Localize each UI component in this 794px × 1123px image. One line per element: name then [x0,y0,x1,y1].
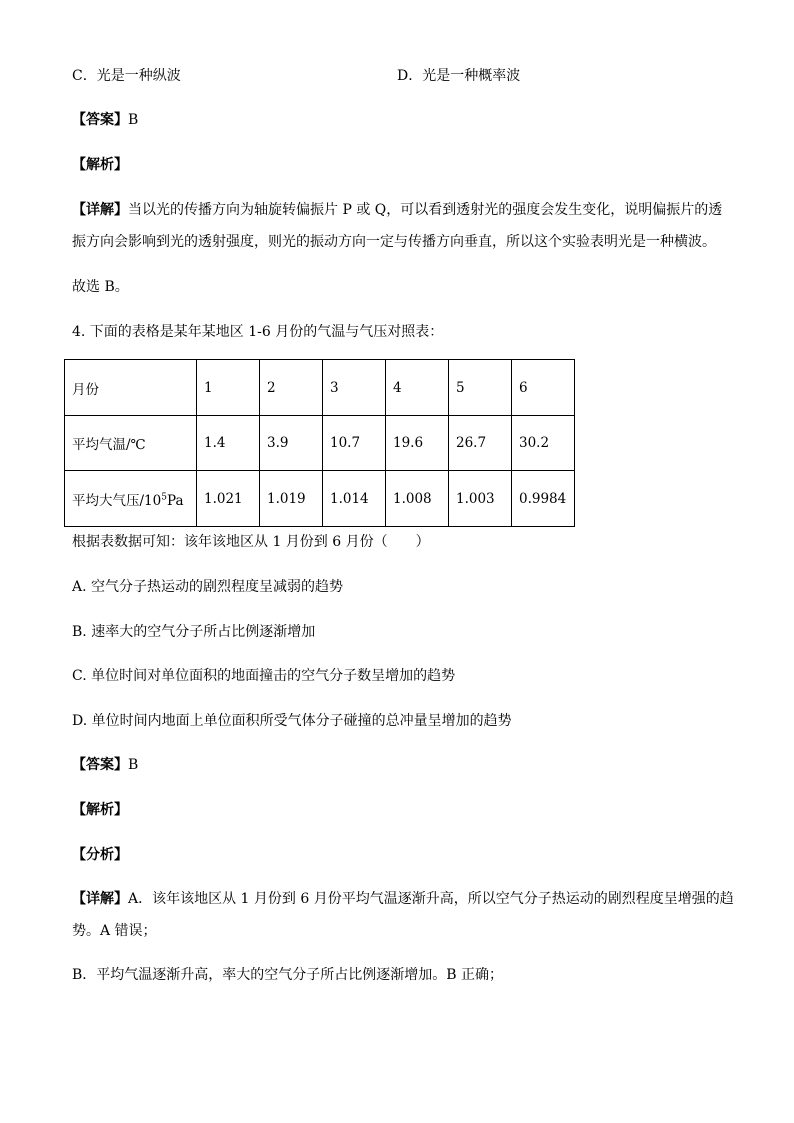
answer-tag: 【答案】 [72,757,128,773]
table-cell: 1.008 [386,471,449,527]
table-row [65,360,575,416]
table-row [65,471,575,527]
option-a: A. 空气分子热运动的剧烈程度呈减弱的趋势 [72,579,344,595]
table-cell: 4 [386,360,449,416]
option-c-prev: C．光是一种纵波 [72,68,181,84]
table-cell: 26.7 [449,416,512,471]
table-cell: 3.9 [260,416,323,471]
label-sup: 5 [161,492,167,502]
analysis-tag-q4: 【解析】 [72,802,128,818]
table-cell: 0.9984 [512,471,575,527]
answer-value: B [128,112,139,128]
question-q4: 根据表数据可知：该年该地区从 1 月份到 6 月份（ ） [72,534,430,550]
table-cell: 3 [323,360,386,416]
temperature-pressure-table [64,359,575,527]
table-cell: 1 [197,360,260,416]
answer-line-q4 [72,755,138,775]
row-header: 月份 [65,360,197,416]
table-cell: 1.4 [197,416,260,471]
detail-line2-q4: 势。A 错误； [72,923,157,939]
question-stem-q4: 4. 下面的表格是某年某地区 1-6 月份的气温与气压对照表： [72,324,444,340]
table-cell: 1.019 [260,471,323,527]
table-cell: 1.003 [449,471,512,527]
detail-tag: 【详解】 [72,891,128,907]
row-header: 平均气温/℃ [65,416,197,471]
table-cell: 1.014 [323,471,386,527]
option-d-prev: D．光是一种概率波 [397,68,521,84]
answer-tag: 【答案】 [72,112,128,128]
row-header [65,471,197,527]
detail-text: A．该年该地区从 1 月份到 6 月份平均气温逐渐升高，所以空气分子热运动的剧烈程度呈增强的趋 [128,891,734,907]
analysis-tag-q3: 【解析】 [72,157,128,173]
table-cell: 5 [449,360,512,416]
answer-value: B [128,757,139,773]
table-cell: 1.021 [197,471,260,527]
detail-text: 当以光的传播方向为轴旋转偏振片 P 或 Q，可以看到透射光的强度会发生变化，说明偏振片的透 [128,202,723,218]
option-d: D. 单位时间内地面上单位面积所受气体分子碰撞的总冲量呈增加的趋势 [72,713,512,729]
table-cell: 6 [512,360,575,416]
fenxi-tag-q4: 【分析】 [72,847,128,863]
table-row [65,416,575,471]
detail-tag: 【详解】 [72,202,128,218]
label-post: Pa [166,492,184,509]
table-cell: 30.2 [512,416,575,471]
detail-line2-q3: 振方向会影响到光的透射强度，则光的振动方向一定与传播方向垂直，所以这个实验表明光是一种横波。 [72,234,716,250]
option-c: C. 单位时间对单位面积的地面撞击的空气分子数呈增加的趋势 [72,668,456,684]
detail-line1-q3 [72,200,722,220]
table-cell: 10.7 [323,416,386,471]
table-cell: 19.6 [386,416,449,471]
option-b: B. 速率大的空气分子所占比例逐渐增加 [72,624,316,640]
detail-line3-q4: B．平均气温逐渐升高，率大的空气分子所占比例逐渐增加。B 正确； [72,967,504,983]
answer-line-q3 [72,110,138,130]
conclusion-q3: 故选 B。 [72,279,129,295]
label-pre: 平均大气压/10 [72,492,162,509]
table-cell: 2 [260,360,323,416]
detail-line1-q4 [72,889,734,909]
